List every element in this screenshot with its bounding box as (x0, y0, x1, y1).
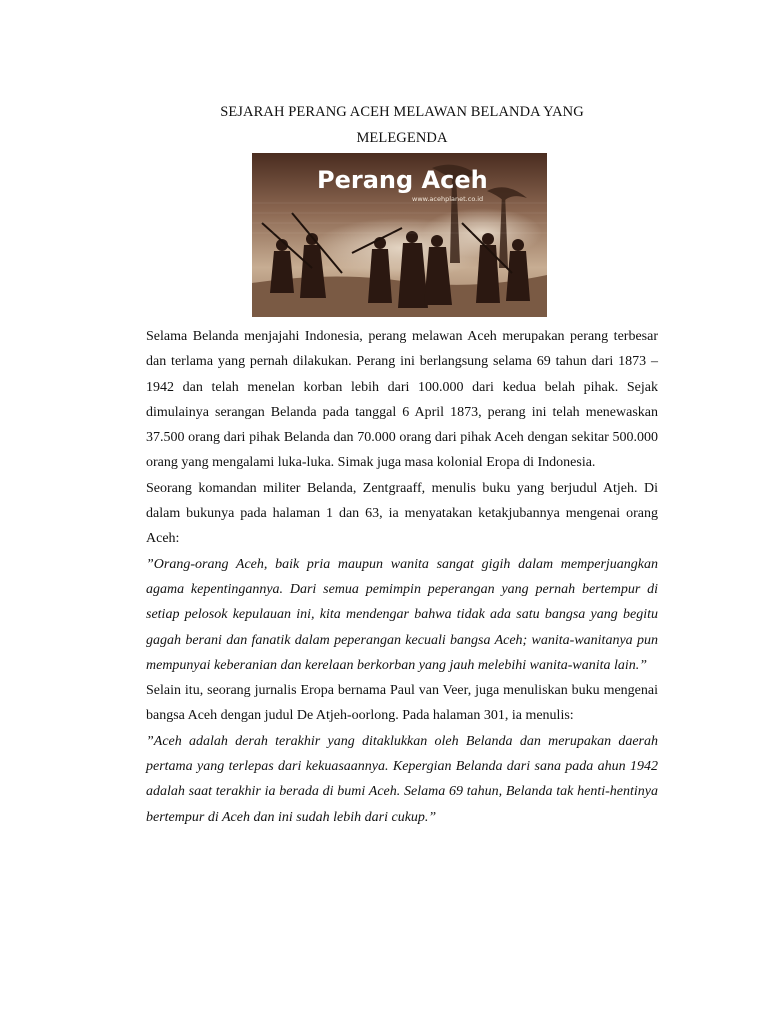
title-line-2: MELEGENDA (356, 130, 448, 146)
image-watermark: www.acehplanet.co.id (412, 195, 484, 203)
paragraph-intro: Selama Belanda menjajahi Indonesia, perang melawan Aceh merupakan perang terbesar dan terlama yang pernah dilakukan. Perang ini berlangsung selama 69 tahun dari 1873 – 1942 dan telah menelan korban lebih dari 100.000 dari kedua belah pihak. Sejak dimulainya serangan Belanda pada tanggal 6 April 1873, perang ini telah menewaskan 37.500 orang dari pihak Belanda dan 70.000 orang dari pihak Aceh dengan sekitar 500.000 orang yang mengalami luka-luka. Simak juga masa kolonial Eropa di Indonesia. (146, 329, 658, 471)
quote-paul-van-veer: ”Aceh adalah derah terakhir yang ditaklukkan oleh Belanda dan merupakan daerah pertama yang terlepas dari kekuasaannya. Kepergian Belanda dari sana pada ahun 1942 adalah saat terakhir ia berada di bumi Aceh. Selama 69 tahun, Belanda tak henti-hentinya bertempur di Aceh dan ini sudah lebih dari cukup.” (146, 733, 658, 825)
paragraph-zentgraaff: Seorang komandan militer Belanda, Zentgraaff, menulis buku yang berjudul Atjeh. Di dalam bukunya pada halaman 1 dan 63, ia menyatakan ketakjubannya mengenai orang Aceh: (146, 480, 658, 547)
paragraph-paul-van-veer: Selain itu, seorang jurnalis Eropa bernama Paul van Veer, juga menuliskan buku mengenai bangsa Aceh dengan judul De Atjeh-oorlong. Pada halaman 301, ia menulis: (146, 683, 658, 724)
image-caption: Perang Aceh (317, 166, 488, 194)
document-body (146, 324, 658, 830)
perang-aceh-illustration (252, 153, 547, 317)
document-title (146, 99, 658, 151)
title-line-1: SEJARAH PERANG ACEH MELAWAN BELANDA YANG (220, 104, 584, 120)
quote-zentgraaff: ”Orang-orang Aceh, baik pria maupun wanita sangat gigih dalam memperjuangkan agama kepentingannya. Dari semua pemimpin peperangan yang pernah bertempur di setiap pelosok kepulauan ini, kita mendengar bahwa tidak ada satu bangsa yang begitu gagah berani dan fanatik dalam peperangan kecuali bangsa Aceh; wanita-wanitanya pun mempunyai keberanian dan kerelaan berkorban yang jauh melebihi wanita-wanita lain.” (146, 556, 658, 673)
